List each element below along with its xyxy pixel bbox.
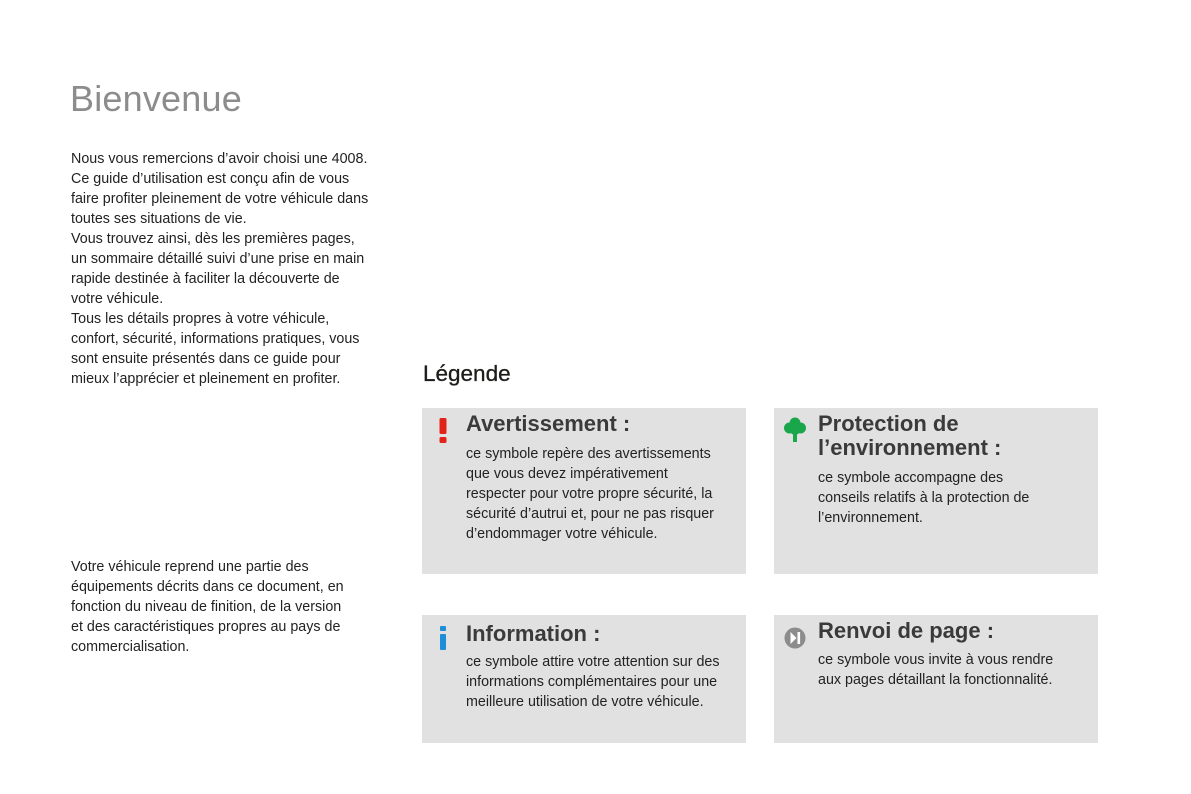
text-line: que vous devez impérativement (466, 466, 668, 482)
legend-card-title (466, 622, 600, 646)
note-line: Votre véhicule reprend une partie des (71, 559, 309, 575)
legend-card-environment (774, 408, 1098, 574)
text-line: l’environnement. (818, 510, 923, 526)
note-line: commercialisation. (71, 639, 190, 655)
legend-card-text (466, 444, 714, 544)
text-line: aux pages détaillant la fonctionnalité. (818, 672, 1053, 688)
exclamation-icon (432, 416, 454, 444)
intro-paragraph (71, 149, 401, 389)
title-line: Protection de (818, 411, 959, 436)
intro-line: faire profiter pleinement de votre véhicule dans (71, 191, 369, 207)
note-line: fonction du niveau de finition, de la version (71, 599, 342, 615)
title-line: l’environnement : (818, 435, 1002, 460)
intro-line: rapide destinée à faciliter la découverte de (71, 271, 340, 287)
text-line: conseils relatifs à la protection de (818, 490, 1030, 506)
text-line: ce symbole attire votre attention sur des (466, 654, 720, 670)
equipment-note-paragraph (71, 557, 401, 657)
note-line: et des caractéristiques propres au pays de (71, 619, 341, 635)
intro-line: sont ensuite présentés dans ce guide pour (71, 351, 341, 367)
text-line: respecter pour votre propre sécurité, la (466, 486, 713, 502)
intro-line: Nous vous remercions d’avoir choisi une 4008. (71, 151, 368, 167)
info-icon (432, 623, 454, 651)
intro-line: Ce guide d’utilisation est conçu afin de vous (71, 171, 350, 187)
title-line: Avertissement : (466, 411, 631, 436)
legend-card-text (818, 468, 1029, 528)
text-line: ce symbole vous invite à vous rendre (818, 652, 1054, 668)
legend-card-title (818, 412, 1001, 460)
legend-card-text (466, 652, 720, 712)
legend-card-title (466, 412, 630, 436)
legend-card-text (818, 650, 1053, 690)
intro-line: confort, sécurité, informations pratiques, vous (71, 331, 360, 347)
title-line: Renvoi de page : (818, 618, 995, 643)
text-line: sécurité d’autrui et, pour ne pas risquer (466, 506, 714, 522)
title-line: Information : (466, 621, 601, 646)
intro-line: Vous trouvez ainsi, dès les premières pages, (71, 231, 355, 247)
text-line: ce symbole repère des avertissements (466, 446, 711, 462)
intro-line: un sommaire détaillé suivi d’une prise en main (71, 251, 365, 267)
page-reference-icon (784, 623, 806, 651)
text-line: informations complémentaires pour une (466, 674, 718, 690)
text-line: ce symbole accompagne des (818, 470, 1004, 486)
intro-line: Tous les détails propres à votre véhicule, (71, 311, 330, 327)
intro-line: mieux l’apprécier et pleinement en profiter. (71, 371, 341, 387)
intro-line: votre véhicule. (71, 291, 164, 307)
legend-card-title (818, 619, 994, 643)
page-title: Bienvenue (70, 78, 242, 119)
legend-card-page-reference (774, 615, 1098, 743)
legend-card-information (422, 615, 746, 743)
text-line: d’endommager votre véhicule. (466, 526, 658, 542)
tree-icon (784, 416, 806, 444)
legend-heading: Légende (423, 361, 511, 386)
text-line: meilleure utilisation de votre véhicule. (466, 694, 704, 710)
legend-card-warning (422, 408, 746, 574)
intro-line: toutes ses situations de vie. (71, 211, 247, 227)
note-line: équipements décrits dans ce document, en (71, 579, 344, 595)
